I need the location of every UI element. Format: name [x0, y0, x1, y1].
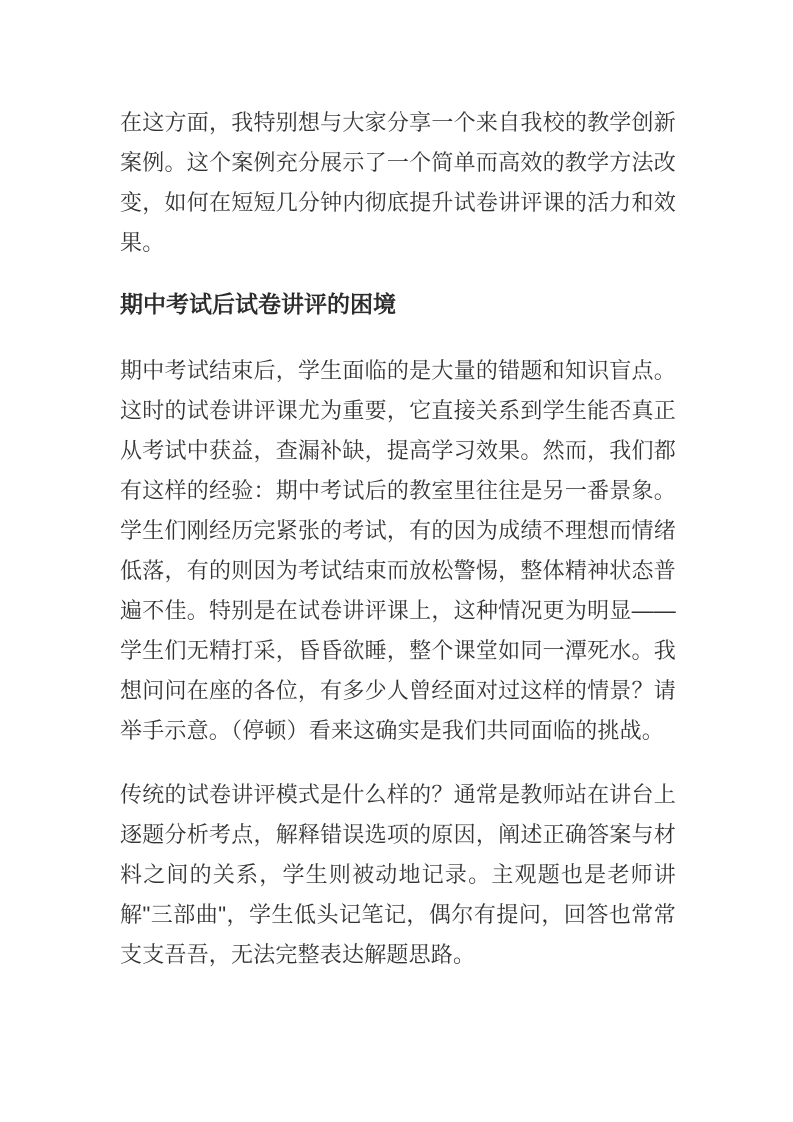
section-heading: 期中考试后试卷讲评的困境 — [120, 291, 396, 317]
paragraph-exam-review-dilemma: 期中考试结束后，学生面临的是大量的错题和知识盲点。这时的试卷讲评课尤为重要，它直接关系到学生能否真正从考试中获益，查漏补缺，提高学习效果。然而，我们都有这样的经验：期中考试后的教室里往往是另一番景象。学生们刚经历完紧张的考试，有的因为成绩不理想而情绪低落，有的则因为考试结束而放松警惕，整体精神状态普遍不佳。特别是在试卷讲评课上，这种情况更为明显——学生们无精打采，昏昏欲睡，整个课堂如同一潭死水。我想问问在座的各位，有多少人曾经面对过这样的情景？请举手示意。（停顿）看来这确实是我们共同面临的挑战。 — [120, 358, 676, 743]
paragraph-traditional-review-model: 传统的试卷讲评模式是什么样的？通常是教师站在讲台上逐题分析考点，解释错误选项的原因，阐述正确答案与材料之间的关系，学生则被动地记录。主观题也是老师讲解"三部曲"，学生低头记笔记，偶尔有提问，回答也常常支支吾吾，无法完整表达解题思路。 — [120, 782, 676, 967]
intro-paragraph: 在这方面，我特别想与大家分享一个来自我校的教学创新案例。这个案例充分展示了一个简单而高效的教学方法改变，如何在短短几分钟内彻底提升试卷讲评课的活力和效果。 — [120, 110, 676, 255]
article-body — [120, 103, 676, 999]
